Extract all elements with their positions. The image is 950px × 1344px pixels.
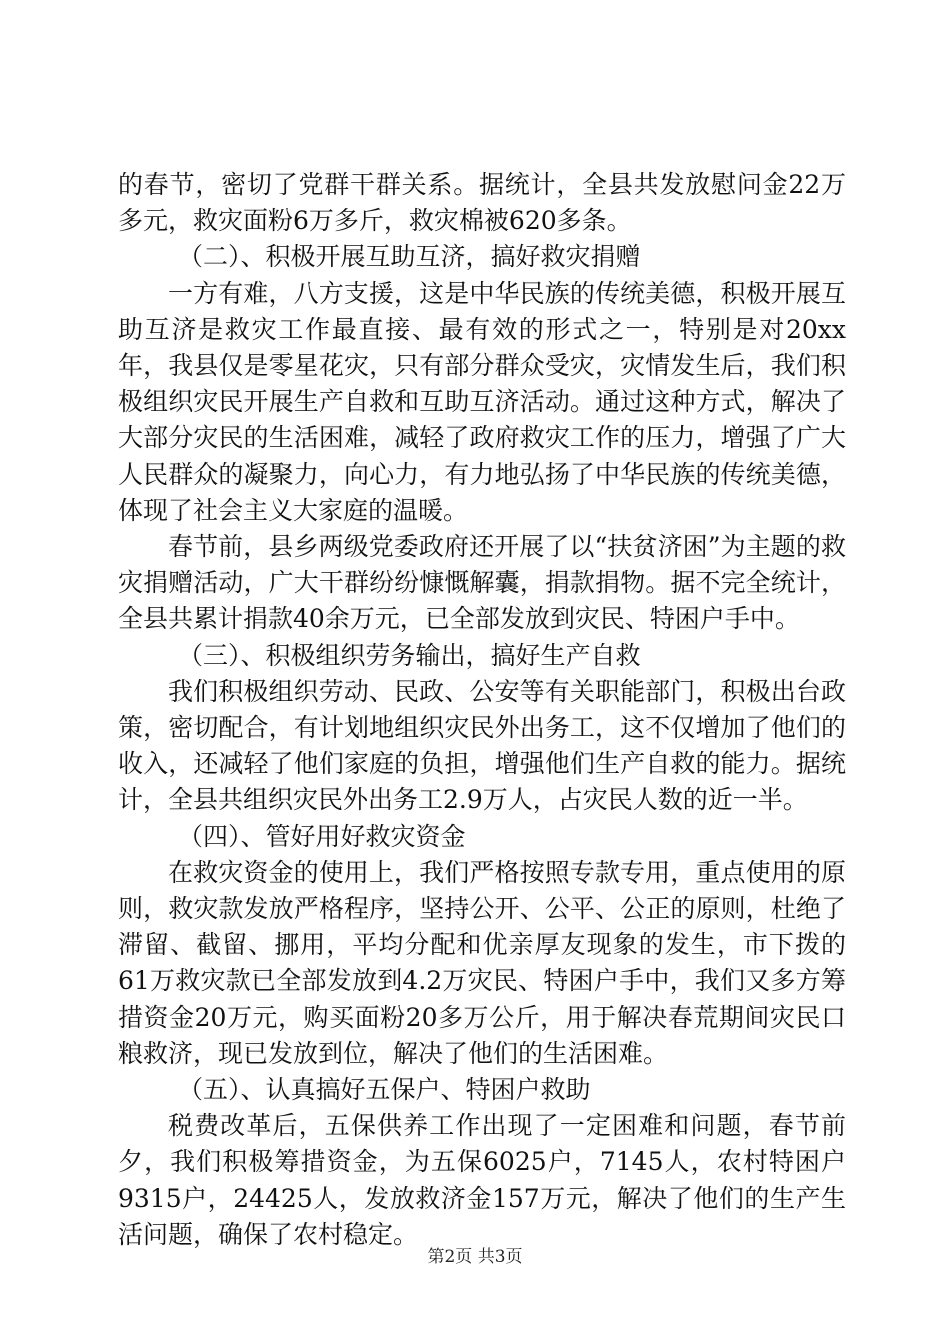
document-body	[118, 167, 846, 1253]
body-paragraph: 一方有难，八方支援，这是中华民族的传统美德，积极开展互助互济是救灾工作最直接、最有效的形式之一，特别是对20xx年，我县仅是零星花灾，只有部分群众受灾，灾情发生后，我们积极组织灾民开展生产自救和互助互济活动。通过这种方式，解决了大部分灾民的生活困难，减轻了政府救灾工作的压力，增强了广大人民群众的凝聚力，向心力，有力地弘扬了中华民族的传统美德，体现了社会主义大家庭的温暖。	[118, 278, 846, 525]
paragraph-continuation: 的春节，密切了党群干群关系。据统计，全县共发放慰问金22万多元，救灾面粉6万多斤，救灾棉被620多条。	[118, 170, 846, 236]
page-number-footer: 第2页 共3页	[427, 1247, 523, 1267]
section-heading-5: （五）、认真搞好五保户、特困户救助	[178, 1075, 591, 1105]
body-paragraph: 我们积极组织劳动、民政、公安等有关职能部门，积极出台政策，密切配合，有计划地组织灾民外出务工，这不仅增加了他们的收入，还减轻了他们家庭的负担，增强他们生产自救的能力。据统计，全县共组织灾民外出务工2.9万人，占灾民人数的近一半。	[118, 676, 846, 815]
body-paragraph: 春节前，县乡两级党委政府还开展了以“扶贫济困”为主题的救灾捐赠活动，广大干群纷纷慷慨解囊，捐款捐物。据不完全统计，全县共累计捐款40余万元，已全部发放到灾民、特困户手中。	[118, 532, 846, 634]
section-heading-3: （三）、积极组织劳务输出，搞好生产自救	[178, 640, 641, 670]
body-paragraph: 税费改革后，五保供养工作出现了一定困难和问题，春节前夕，我们积极筹措资金，为五保6025户，7145人，农村特困户9315户，24425人，发放救济金157万元，解决了他们的生产生活问题，确保了农村稳定。	[118, 1111, 846, 1249]
body-paragraph: 在救灾资金的使用上，我们严格按照专款专用，重点使用的原则，救灾款发放严格程序，坚持公开、公平、公正的原则，杜绝了滞留、截留、挪用，平均分配和优亲厚友现象的发生，市下拨的61万救灾款已全部发放到4.2万灾民、特困户手中，我们又多方筹措资金20万元，购买面粉20多万公斤，用于解决春荒期间灾民口粮救济，现已发放到位，解决了他们的生活困难。	[118, 857, 846, 1068]
section-heading-4: （四）、管好用好救灾资金	[178, 821, 466, 851]
section-heading-2: （二）、积极开展互助互济，搞好救灾捐赠	[178, 242, 641, 272]
